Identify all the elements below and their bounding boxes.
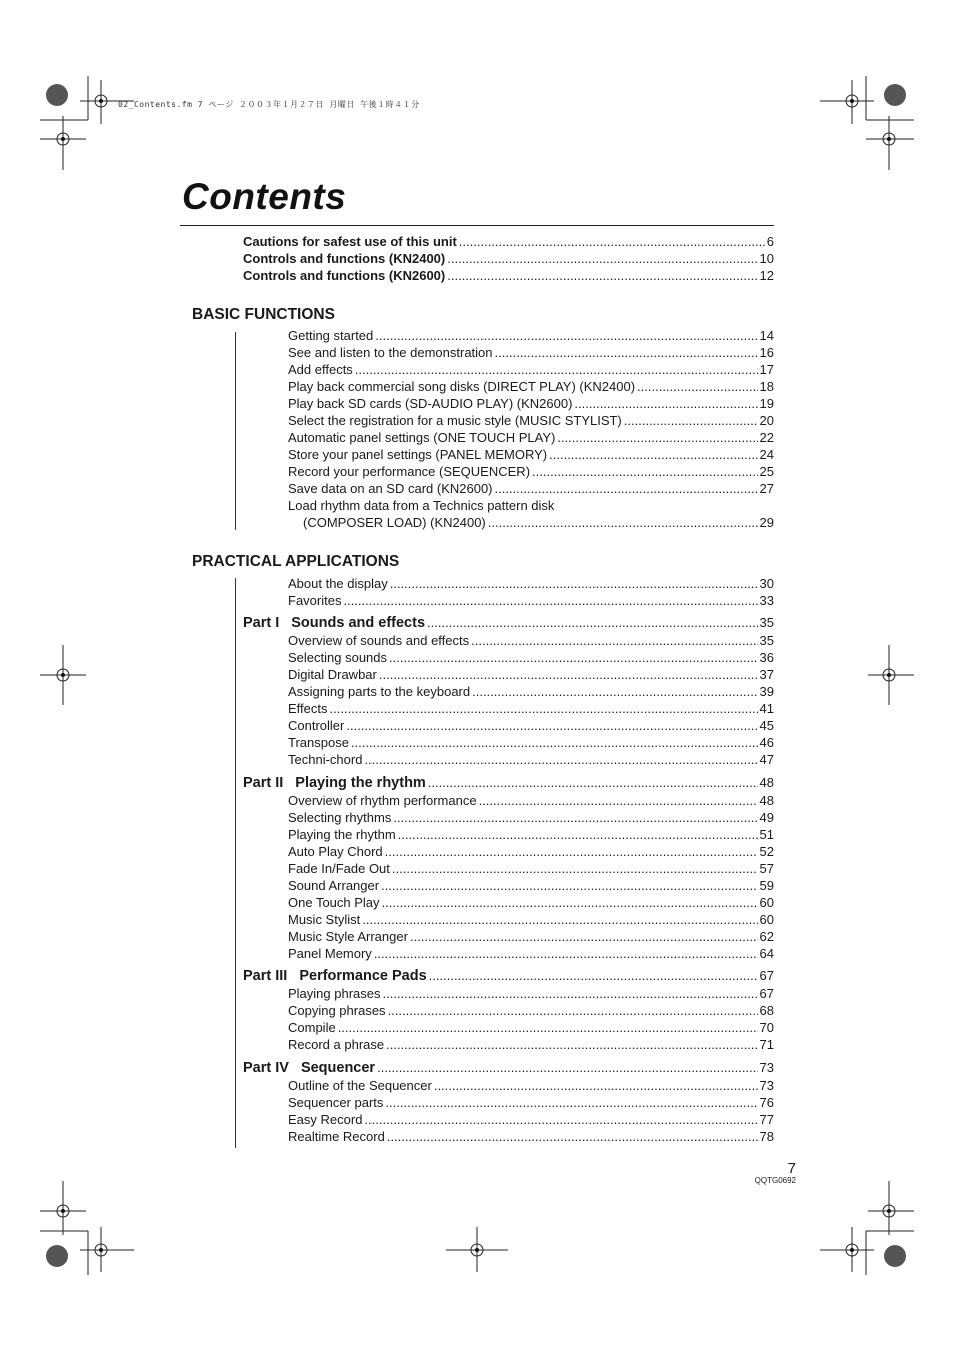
- toc-entry-label: [243, 615, 425, 632]
- toc-entry-line1[interactable]: [288, 497, 554, 514]
- toc-entry-page: 62: [759, 929, 774, 944]
- part-number: Part II: [243, 775, 284, 791]
- toc-entry-label: Easy Record: [288, 1112, 363, 1127]
- toc-entry-label: About the display: [288, 576, 388, 591]
- toc-entry-page: 48: [759, 775, 774, 790]
- part-number: Part III: [243, 968, 288, 984]
- toc-entry[interactable]: [288, 1077, 774, 1094]
- toc-entry[interactable]: [288, 945, 774, 962]
- toc-entry-page: 30: [759, 576, 774, 591]
- dot-leader: [381, 877, 757, 894]
- toc-entry[interactable]: [288, 911, 774, 928]
- toc-entry-page: 37: [759, 667, 774, 682]
- dot-leader: [389, 649, 758, 666]
- toc-entry-page: 36: [759, 650, 774, 665]
- toc-entry[interactable]: [243, 267, 774, 284]
- dot-leader: [447, 250, 757, 267]
- toc-entry-page: 60: [759, 912, 774, 927]
- dot-leader: [410, 928, 758, 945]
- document-code: QQTG0692: [754, 1176, 796, 1185]
- toc-entry-page: 25: [759, 464, 774, 479]
- toc-entry[interactable]: [243, 250, 774, 267]
- toc-entry-page: 17: [759, 362, 774, 377]
- toc-entry-page: 70: [759, 1020, 774, 1035]
- toc-entry[interactable]: [288, 1036, 774, 1053]
- dot-leader: [330, 700, 758, 717]
- toc-entry-label: Fade In/Fade Out: [288, 861, 390, 876]
- toc-entry-page: 12: [759, 268, 774, 283]
- toc-entry[interactable]: [288, 700, 774, 717]
- part-number: Part I: [243, 615, 280, 631]
- toc-entry[interactable]: [243, 233, 774, 250]
- toc-entry-page: 35: [759, 633, 774, 648]
- section-heading-practical-applications: PRACTICAL APPLICATIONS: [192, 553, 400, 570]
- toc-entry[interactable]: [288, 894, 774, 911]
- toc-entry[interactable]: [288, 649, 774, 666]
- toc-entry[interactable]: [288, 463, 774, 480]
- toc-entry-label: Copying phrases: [288, 1003, 386, 1018]
- toc-entry-label: Music Style Arranger: [288, 929, 408, 944]
- toc-entry-label: Assigning parts to the keyboard: [288, 684, 471, 699]
- part-number: Part IV: [243, 1060, 289, 1076]
- toc-entry[interactable]: [288, 860, 774, 877]
- toc-entry[interactable]: [288, 928, 774, 945]
- dot-leader: [427, 614, 758, 631]
- dot-leader: [532, 463, 758, 480]
- toc-entry-label: See and listen to the demonstration: [288, 345, 493, 360]
- toc-entry[interactable]: [288, 809, 774, 826]
- dot-leader: [549, 446, 757, 463]
- dot-leader: [338, 1019, 758, 1036]
- toc-entry[interactable]: [288, 480, 774, 497]
- toc-entry-label: Getting started: [288, 328, 374, 343]
- section-heading-basic-functions: BASIC FUNCTIONS: [192, 306, 335, 323]
- toc-entry[interactable]: [288, 1094, 774, 1111]
- toc-entry-page: 76: [759, 1095, 774, 1110]
- toc-entry-label: Play back SD cards (SD-AUDIO PLAY) (KN2600): [288, 396, 573, 411]
- dot-leader: [388, 1002, 758, 1019]
- dot-leader: [495, 480, 758, 497]
- toc-entry[interactable]: [288, 792, 774, 809]
- toc-part-heading[interactable]: [243, 774, 774, 791]
- toc-entry[interactable]: [288, 429, 774, 446]
- toc-entry-label: Overview of rhythm performance: [288, 793, 477, 808]
- toc-entry-label: Controller: [288, 718, 345, 733]
- toc-entry-label: Add effects: [288, 362, 353, 377]
- dot-leader: [574, 395, 757, 412]
- dot-leader: [495, 344, 758, 361]
- toc-entry-page: 45: [759, 718, 774, 733]
- toc-entry-page: 35: [759, 615, 774, 630]
- toc-entry-page: 78: [759, 1129, 774, 1144]
- toc-entry-page: 41: [759, 701, 774, 716]
- dot-leader: [364, 1111, 757, 1128]
- toc-entry-label: Digital Drawbar: [288, 667, 377, 682]
- toc-entry[interactable]: [288, 361, 774, 378]
- page-number: 7: [787, 1160, 796, 1177]
- toc-entry-label: Selecting rhythms: [288, 810, 392, 825]
- toc-entry-page: 10: [759, 251, 774, 266]
- toc-entry-page: 60: [759, 895, 774, 910]
- toc-entry[interactable]: [288, 985, 774, 1002]
- dot-leader: [374, 945, 758, 962]
- toc-entry[interactable]: [288, 826, 774, 843]
- toc-entry-label: Sequencer parts: [288, 1095, 384, 1110]
- toc-entry-label: Music Stylist: [288, 912, 361, 927]
- toc-entry-page: 57: [759, 861, 774, 876]
- toc-entry[interactable]: [288, 446, 774, 463]
- dot-leader: [386, 1036, 757, 1053]
- toc-entry[interactable]: [288, 575, 774, 592]
- toc-entry-page: 73: [759, 1078, 774, 1093]
- toc-entry[interactable]: [288, 395, 774, 412]
- dot-leader: [398, 826, 758, 843]
- dot-leader: [428, 774, 758, 791]
- toc-entry-label: Store your panel settings (PANEL MEMORY): [288, 447, 548, 462]
- toc-entry-label: Effects: [288, 701, 328, 716]
- toc-entry-page: 19: [759, 396, 774, 411]
- dot-leader: [385, 843, 758, 860]
- toc-entry-label: (COMPOSER LOAD) (KN2400): [303, 515, 486, 530]
- part-name: Sequencer: [300, 1060, 376, 1076]
- toc-entry-page: 73: [759, 1060, 774, 1075]
- dot-leader: [364, 751, 757, 768]
- dot-leader: [434, 1077, 758, 1094]
- dot-leader: [390, 575, 758, 592]
- toc-entry-label: Record your performance (SEQUENCER): [288, 464, 531, 479]
- toc-entry[interactable]: [288, 683, 774, 700]
- toc-entry-page: 22: [759, 430, 774, 445]
- toc-entry[interactable]: [288, 843, 774, 860]
- toc-entry-page: 77: [759, 1112, 774, 1127]
- toc-entry-page: 29: [759, 515, 774, 530]
- dot-leader: [624, 412, 758, 429]
- toc-entry-page: 68: [759, 1003, 774, 1018]
- toc-entry-label: Auto Play Chord: [288, 844, 383, 859]
- section-bar: [235, 578, 236, 1148]
- toc-entry[interactable]: [288, 1128, 774, 1145]
- section-bar: [235, 332, 236, 530]
- toc-part-heading[interactable]: [243, 967, 774, 984]
- toc-entry-label: [243, 775, 426, 792]
- toc-entry[interactable]: [288, 877, 774, 894]
- toc-entry-page: 6: [766, 234, 774, 249]
- dot-leader: [471, 632, 757, 649]
- dot-leader: [557, 429, 757, 446]
- toc-entry-page: 48: [759, 793, 774, 808]
- dot-leader: [383, 985, 758, 1002]
- dot-leader: [346, 717, 757, 734]
- dot-leader: [459, 233, 765, 250]
- page-title: Contents: [182, 176, 347, 217]
- toc-entry-label: Play back commercial song disks (DIRECT PLAY) (KN2400): [288, 379, 636, 394]
- dot-leader: [379, 666, 758, 683]
- toc-entry-label: Overview of sounds and effects: [288, 633, 470, 648]
- toc-entry[interactable]: [288, 734, 774, 751]
- toc-entry-label: One Touch Play: [288, 895, 380, 910]
- toc-entry-page: 59: [759, 878, 774, 893]
- toc-entry-label: Outline of the Sequencer: [288, 1078, 432, 1093]
- toc-entry-page: 14: [759, 328, 774, 343]
- dot-leader: [343, 592, 757, 609]
- dot-leader: [385, 1094, 757, 1111]
- toc-entry-label: Select the registration for a music style (MUSIC STYLIST): [288, 413, 622, 428]
- toc-entry[interactable]: [288, 327, 774, 344]
- toc-entry-page: 24: [759, 447, 774, 462]
- dot-leader: [382, 894, 758, 911]
- toc-entry-label: Save data on an SD card (KN2600): [288, 481, 493, 496]
- toc-entry[interactable]: [288, 717, 774, 734]
- dot-leader: [472, 683, 757, 700]
- dot-leader: [637, 378, 758, 395]
- toc-entry-page: 39: [759, 684, 774, 699]
- toc-entry-page: 52: [759, 844, 774, 859]
- dot-leader: [488, 514, 758, 531]
- toc-entry-page: 46: [759, 735, 774, 750]
- toc-entry[interactable]: [288, 632, 774, 649]
- toc-entry-page: 16: [759, 345, 774, 360]
- toc-entry-page: 47: [759, 752, 774, 767]
- toc-entry[interactable]: [288, 592, 774, 609]
- toc-part-heading[interactable]: [243, 1059, 774, 1076]
- toc-entry-label: Playing the rhythm: [288, 827, 396, 842]
- toc-entry-label: Techni-chord: [288, 752, 363, 767]
- toc-entry-page: 67: [759, 968, 774, 983]
- toc-entry-page: 18: [759, 379, 774, 394]
- toc-entry-label: Sound Arranger: [288, 878, 380, 893]
- dot-leader: [377, 1059, 757, 1076]
- toc-entry-label: Controls and functions (KN2600): [243, 268, 446, 283]
- dot-leader: [447, 267, 757, 284]
- toc-entry-label: [243, 1060, 375, 1077]
- dot-leader: [362, 911, 757, 928]
- toc-entry-page: 67: [759, 986, 774, 1001]
- part-name: Performance Pads: [299, 968, 427, 984]
- dot-leader: [387, 1128, 758, 1145]
- toc-entry-label: Panel Memory: [288, 946, 372, 961]
- toc-entry[interactable]: [288, 378, 774, 395]
- toc-entry-label: Load rhythm data from a Technics pattern disk: [288, 498, 555, 513]
- toc-entry-page: 33: [759, 593, 774, 608]
- toc-part-heading[interactable]: [243, 614, 774, 631]
- toc-entry[interactable]: [288, 1019, 774, 1036]
- toc-entry-label: Selecting sounds: [288, 650, 388, 665]
- dot-leader: [429, 967, 758, 984]
- file-header-stamp: 02_Contents.fm 7 ページ ２００３年１月２７日 月曜日 午後１時４１分: [118, 100, 420, 109]
- toc-entry-label: Controls and functions (KN2400): [243, 251, 446, 266]
- toc-entry-label: [243, 968, 427, 985]
- toc-entry[interactable]: [288, 1111, 774, 1128]
- toc-entry-label: Playing phrases: [288, 986, 381, 1001]
- dot-leader: [479, 792, 758, 809]
- toc-entry-label: Record a phrase: [288, 1037, 385, 1052]
- dot-leader: [355, 361, 758, 378]
- toc-entry[interactable]: [288, 1002, 774, 1019]
- part-name: Playing the rhythm: [295, 775, 426, 791]
- dot-leader: [393, 809, 757, 826]
- dot-leader: [351, 734, 758, 751]
- toc-entry-page: 27: [759, 481, 774, 496]
- toc-entry-page: 20: [759, 413, 774, 428]
- toc-entry-label: Cautions for safest use of this unit: [243, 234, 457, 249]
- dot-leader: [375, 327, 757, 344]
- toc-entry-page: 51: [759, 827, 774, 842]
- toc-entry-label: Automatic panel settings (ONE TOUCH PLAY): [288, 430, 556, 445]
- toc-entry-label: Transpose: [288, 735, 349, 750]
- part-name: Sounds and effects: [291, 615, 426, 631]
- toc-entry-page: 64: [759, 946, 774, 961]
- toc-entry-label: Compile: [288, 1020, 336, 1035]
- toc-entry-line2[interactable]: [303, 514, 774, 531]
- toc-entry[interactable]: [288, 666, 774, 683]
- toc-entry-label: Favorites: [288, 593, 342, 608]
- toc-entry-label: Realtime Record: [288, 1129, 385, 1144]
- toc-entry-page: 49: [759, 810, 774, 825]
- toc-entry[interactable]: [288, 344, 774, 361]
- toc-entry[interactable]: [288, 412, 774, 429]
- toc-entry[interactable]: [288, 751, 774, 768]
- dot-leader: [392, 860, 758, 877]
- toc-entry-page: 71: [759, 1037, 774, 1052]
